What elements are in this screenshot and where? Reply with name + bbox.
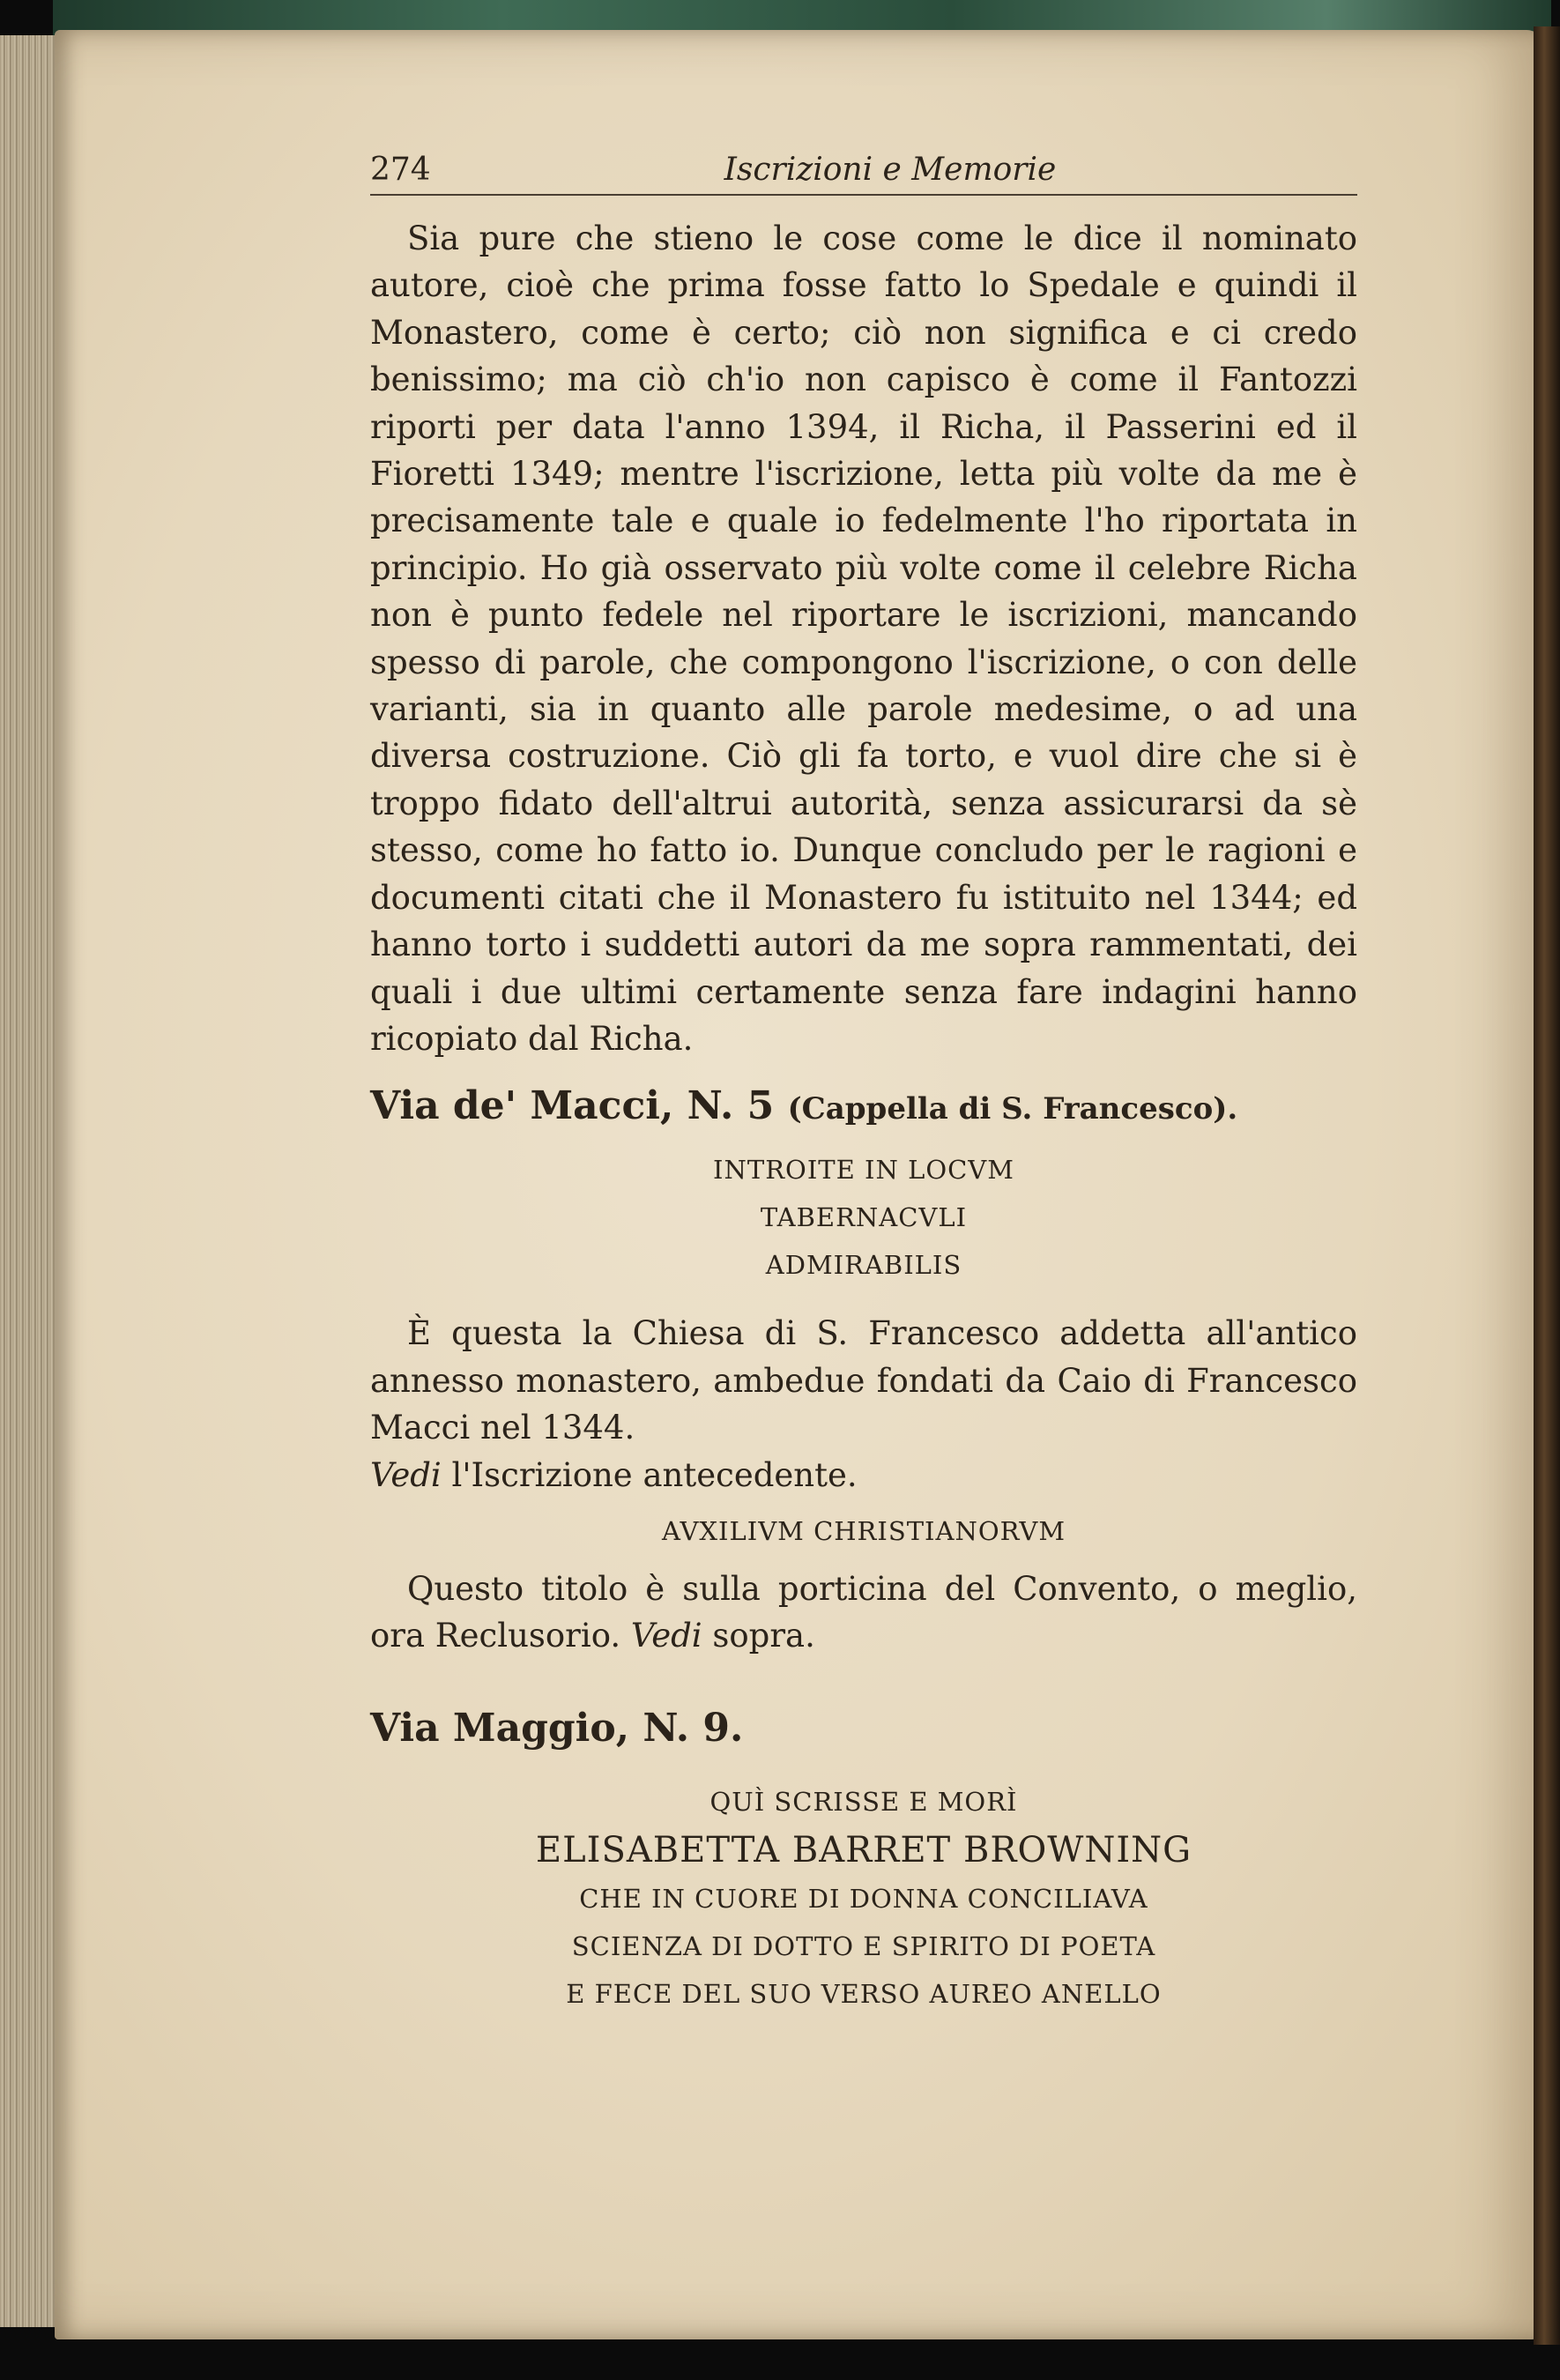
inscription-line: ADMIRABILIS: [765, 1250, 962, 1281]
page-number: 274: [370, 152, 431, 188]
see-text: l'Iscrizione antecedente.: [451, 1455, 858, 1494]
see-word: Vedi: [370, 1455, 442, 1494]
section1-paragraph-text: È questa la Chiesa di S. Francesco addetta all'antico annesso monastero, ambedue fondati da Caio di Francesco Macci nel 1344.: [370, 1314, 1357, 1447]
section-heading-via-maggio: Via Maggio, N. 9.: [370, 1705, 744, 1751]
page-stack-edge: [0, 35, 62, 2327]
body-paragraph: Sia pure che stieno le cose come le dice il nominato autore, cioè che prima fosse fatto lo Spedale e quindi il Monastero, come è certo; ciò non significa e ci credo benissimo; ma ciò ch'io non capisco è come il Fantozzi riporti per data l'anno 1394, il Richa, il Passerini ed il Fioretti 1349; mentre l'iscrizione, letta più volte da me è precisamente tale e quale io fedelmente l'ho riportata in principio. Ho già osservato più volte come il celebre Richa non è punto fedele nel riportare le iscrizioni, mancando spesso di parole, che compongono l'iscrizione, o con delle varianti, sia in quanto alle parole medesime, o ad una diversa costruzione. Ciò gli fa torto, e vuol dire che si è troppo fidato dell'altrui autorità, senza assicurarsi da sè stesso, come ho fatto io. Dunque concludo per le ragioni e documenti citati che il Monastero fu istituito nel 1344; ed hanno torto i suddetti autori da me sopra rammentati, dei quali i due ultimi certamente senza fare indagini hanno ricopiato dal Richa.: [370, 219, 1357, 1058]
running-title: Iscrizioni e Memorie: [724, 152, 1057, 188]
inscription-auxilium: AVXILIVM CHRISTIANORVM: [661, 1515, 1066, 1546]
inscription-line: QUÌ SCRISSE E MORÌ: [709, 1786, 1018, 1817]
paragraph2-see-word: Vedi: [630, 1617, 702, 1655]
paragraph2-text: Questo titolo è sulla porticina del Convento, o meglio, ora Reclusorio.: [370, 1569, 1357, 1655]
inscription-name: ELISABETTA BARRET BROWNING: [535, 1829, 1192, 1871]
page-content: [370, 141, 1357, 2018]
inscription-line: CHE IN CUORE DI DONNA CONCILIAVA: [579, 1883, 1148, 1914]
inscription-browning: [370, 1778, 1357, 2018]
paragraph2-see-text: sopra.: [712, 1617, 815, 1655]
section1-paragraph: [370, 1310, 1357, 1499]
inscription-line: INTROITE IN LOCVM: [713, 1155, 1014, 1186]
section1-paragraph2: [370, 1566, 1357, 1660]
heading-text: Via de' Macci, N. 5: [370, 1083, 775, 1129]
binding-edge: [1534, 26, 1560, 2345]
inscription-introite: [370, 1146, 1357, 1289]
inscription-line: E FECE DEL SUO VERSO AUREO ANELLO: [566, 1978, 1162, 2009]
running-head: [370, 141, 1357, 196]
heading-subtext: (Cappella di S. Francesco).: [787, 1091, 1238, 1127]
section-heading-via-de-macci: [370, 1080, 1357, 1135]
inscription-line: TABERNACVLI: [760, 1202, 968, 1233]
inscription-line: SCIENZA DI DOTTO E SPIRITO DI POETA: [571, 1930, 1156, 1961]
